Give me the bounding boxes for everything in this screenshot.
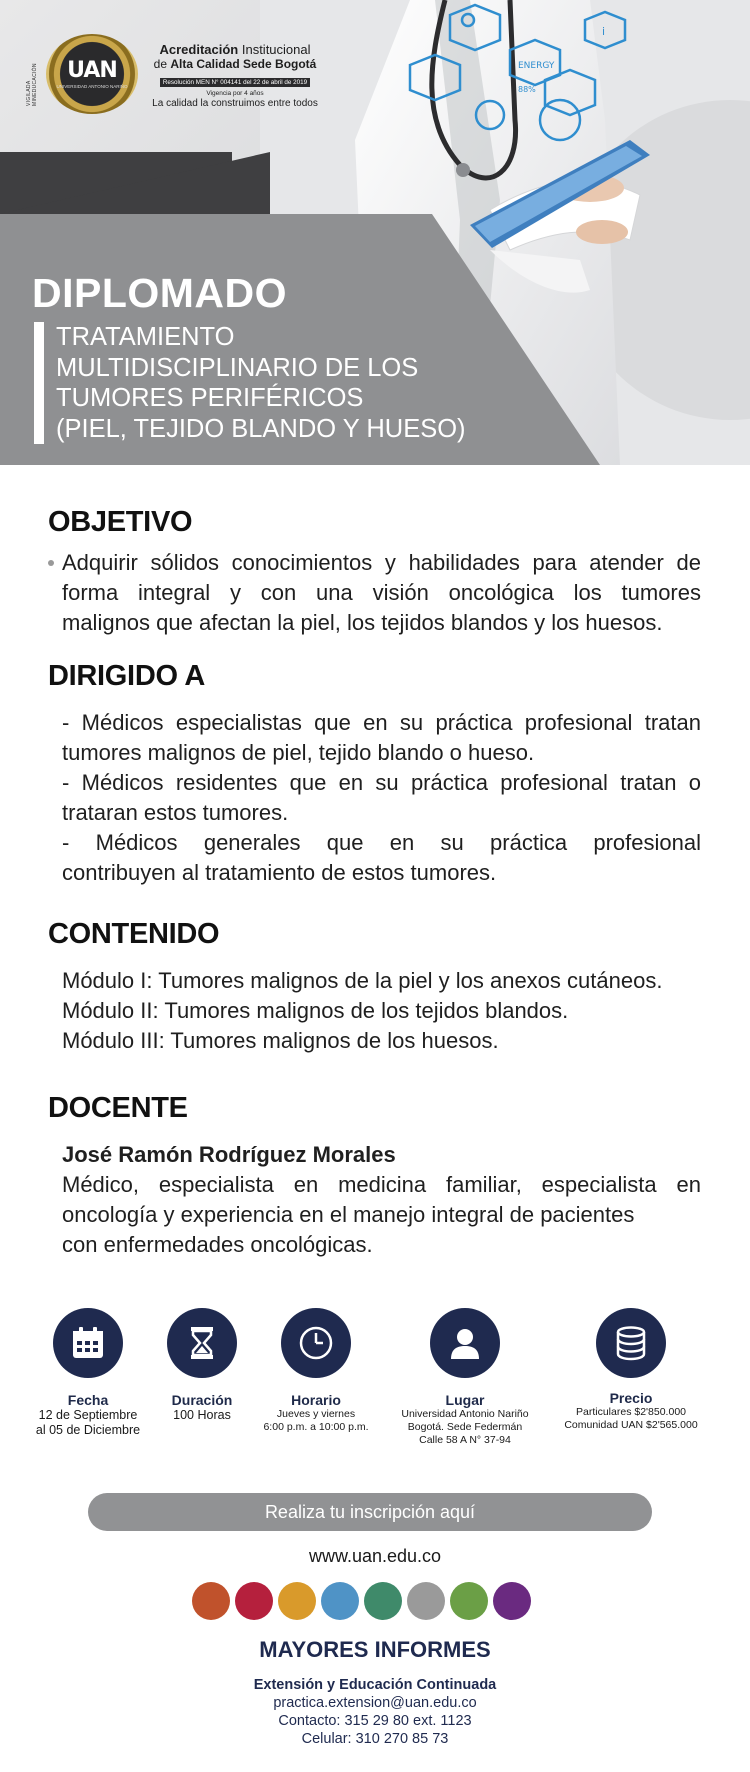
docente-line: oncología y experiencia en el manejo integral de pacientes (62, 1202, 635, 1227)
docente-heading: DOCENTE (48, 1092, 188, 1124)
clock-icon (281, 1308, 351, 1378)
color-dot (493, 1582, 531, 1620)
brand-color-dots (192, 1582, 532, 1620)
hud-info-label: i (602, 25, 606, 38)
hud-energy-label: ENERGY (518, 61, 555, 71)
bullet-dot (48, 560, 54, 566)
contact-phone: Contacto: 315 29 80 ext. 1123 (278, 1713, 472, 1729)
info-value: 12 de Septiembre (38, 1408, 138, 1422)
contact-mobile: Celular: 310 270 85 73 (301, 1731, 449, 1747)
subtitle-line: (PIEL, TEJIDO BLANDO Y HUESO) (56, 414, 466, 443)
dirigido-line: - Médicos especialistas que en su práctica profesional tratan (62, 710, 701, 735)
color-dot (364, 1582, 402, 1620)
accreditation-text (144, 42, 326, 110)
info-value: Calle 58 A N° 37-94 (419, 1434, 511, 1446)
dirigido-heading: DIRIGIDO A (48, 660, 206, 692)
validity-text: Vigencia por 4 años (206, 90, 264, 97)
info-duracion (152, 1308, 252, 1423)
modulo-line: Módulo I: Tumores malignos de la piel y los anexos cutáneos. (62, 968, 663, 993)
color-dot (278, 1582, 316, 1620)
motto-text: La calidad la construimos entre todos (152, 98, 318, 109)
coins-icon (596, 1308, 666, 1378)
dirigido-line: - Médicos generales que en su práctica profesional (62, 830, 701, 855)
info-label: Fecha (67, 1392, 109, 1408)
info-value: Jueves y viernes (276, 1408, 356, 1420)
docente-text (62, 1140, 701, 1260)
website-link[interactable]: www.uan.edu.co (308, 1546, 442, 1566)
info-value: Bogotá. Sede Federmán (407, 1421, 523, 1433)
diplomado-title: DIPLOMADO (32, 270, 288, 316)
uan-logo (46, 34, 138, 114)
info-value: 100 Horas (173, 1408, 231, 1422)
info-value: al 05 de Diciembre (35, 1423, 141, 1437)
contact-email[interactable]: practica.extension@uan.edu.co (273, 1695, 477, 1711)
subtitle-line: TRATAMIENTO (56, 323, 235, 351)
info-precio (556, 1308, 706, 1432)
info-value: Comunidad UAN $2'565.000 (564, 1419, 698, 1431)
color-dot (321, 1582, 359, 1620)
calendar-icon (53, 1308, 123, 1378)
dirigido-line: contribuyen al tratamiento de estos tumores. (62, 860, 497, 885)
info-label: Lugar (445, 1392, 485, 1408)
docente-line: con enfermedades oncológicas. (62, 1232, 373, 1257)
objetivo-heading: OBJETIVO (48, 506, 193, 538)
modulo-line: Módulo II: Tumores malignos de los tejidos blandos. (62, 998, 569, 1023)
color-dot (407, 1582, 445, 1620)
objetivo-text (62, 548, 701, 638)
color-dot (235, 1582, 273, 1620)
dirigido-line: tumores malignos de piel, tejido blando o hueso. (62, 740, 535, 765)
info-fecha (28, 1308, 148, 1438)
modulo-line: Módulo III: Tumores malignos de los huesos. (62, 1028, 499, 1053)
contact-block (0, 1676, 750, 1748)
diplomado-subtitle (56, 322, 596, 444)
subtitle-accent-bar (34, 322, 44, 444)
resolution-badge: Resolución MEN N° 004141 del 22 de abril de 2019 (160, 78, 310, 87)
user-icon (430, 1308, 500, 1378)
subtitle-line: TUMORES PERIFÉRICOS (56, 384, 364, 412)
docente-line: Médico, especialista en medicina familiar, especialista en (62, 1172, 701, 1197)
accreditation-rest: Institucional (238, 42, 311, 57)
accreditation-quality: Alta Calidad Sede Bogotá (170, 57, 317, 71)
docente-name: José Ramón Rodríguez Morales (62, 1142, 396, 1167)
accreditation-pre: de (153, 57, 171, 71)
uan-logo-subtext: UNIVERSIDAD ANTONIO NARIÑO (56, 84, 128, 89)
mayores-informes-heading: MAYORES INFORMES (259, 1637, 491, 1662)
info-label: Duración (171, 1392, 233, 1408)
uan-logo-block (26, 30, 326, 120)
info-value: 6:00 p.m. a 10:00 p.m. (263, 1421, 369, 1433)
hourglass-icon (167, 1308, 237, 1378)
objetivo-line: forma integral y con una visión oncológica los tumores (62, 580, 701, 605)
contenido-heading: CONTENIDO (48, 918, 220, 950)
hud-percent-label: 88% (518, 85, 536, 94)
inscription-button[interactable]: Realiza tu inscripción aquí (88, 1493, 652, 1531)
dirigido-text (62, 708, 701, 888)
uan-logo-text: UAN (67, 58, 117, 83)
objetivo-line: Adquirir sólidos conocimientos y habilidades para atender de (62, 550, 701, 575)
dirigido-line: - Médicos residentes que en su práctica profesional tratan o (62, 770, 701, 795)
info-horario (256, 1308, 376, 1434)
info-label: Horario (291, 1392, 341, 1408)
color-dot (192, 1582, 230, 1620)
contenido-text (62, 966, 701, 1056)
info-value: Particulares $2'850.000 (576, 1406, 686, 1418)
department-name: Extensión y Educación Continuada (253, 1677, 497, 1693)
info-lugar (390, 1308, 540, 1447)
vigilada-note: VIGILADA MINEDUCACIÓN (26, 63, 38, 106)
color-dot (450, 1582, 488, 1620)
hero-dark-band-slant (0, 152, 270, 214)
subtitle-line: MULTIDISCIPLINARIO DE LOS (56, 353, 419, 382)
info-label: Precio (609, 1390, 653, 1406)
accreditation-bold: Acreditación (159, 42, 239, 57)
hero-banner (0, 0, 750, 465)
objetivo-line: malignos que afectan la piel, los tejidos blandos y los huesos. (62, 610, 663, 635)
dirigido-line: trataran estos tumores. (62, 800, 289, 825)
info-value: Universidad Antonio Nariño (401, 1408, 529, 1420)
